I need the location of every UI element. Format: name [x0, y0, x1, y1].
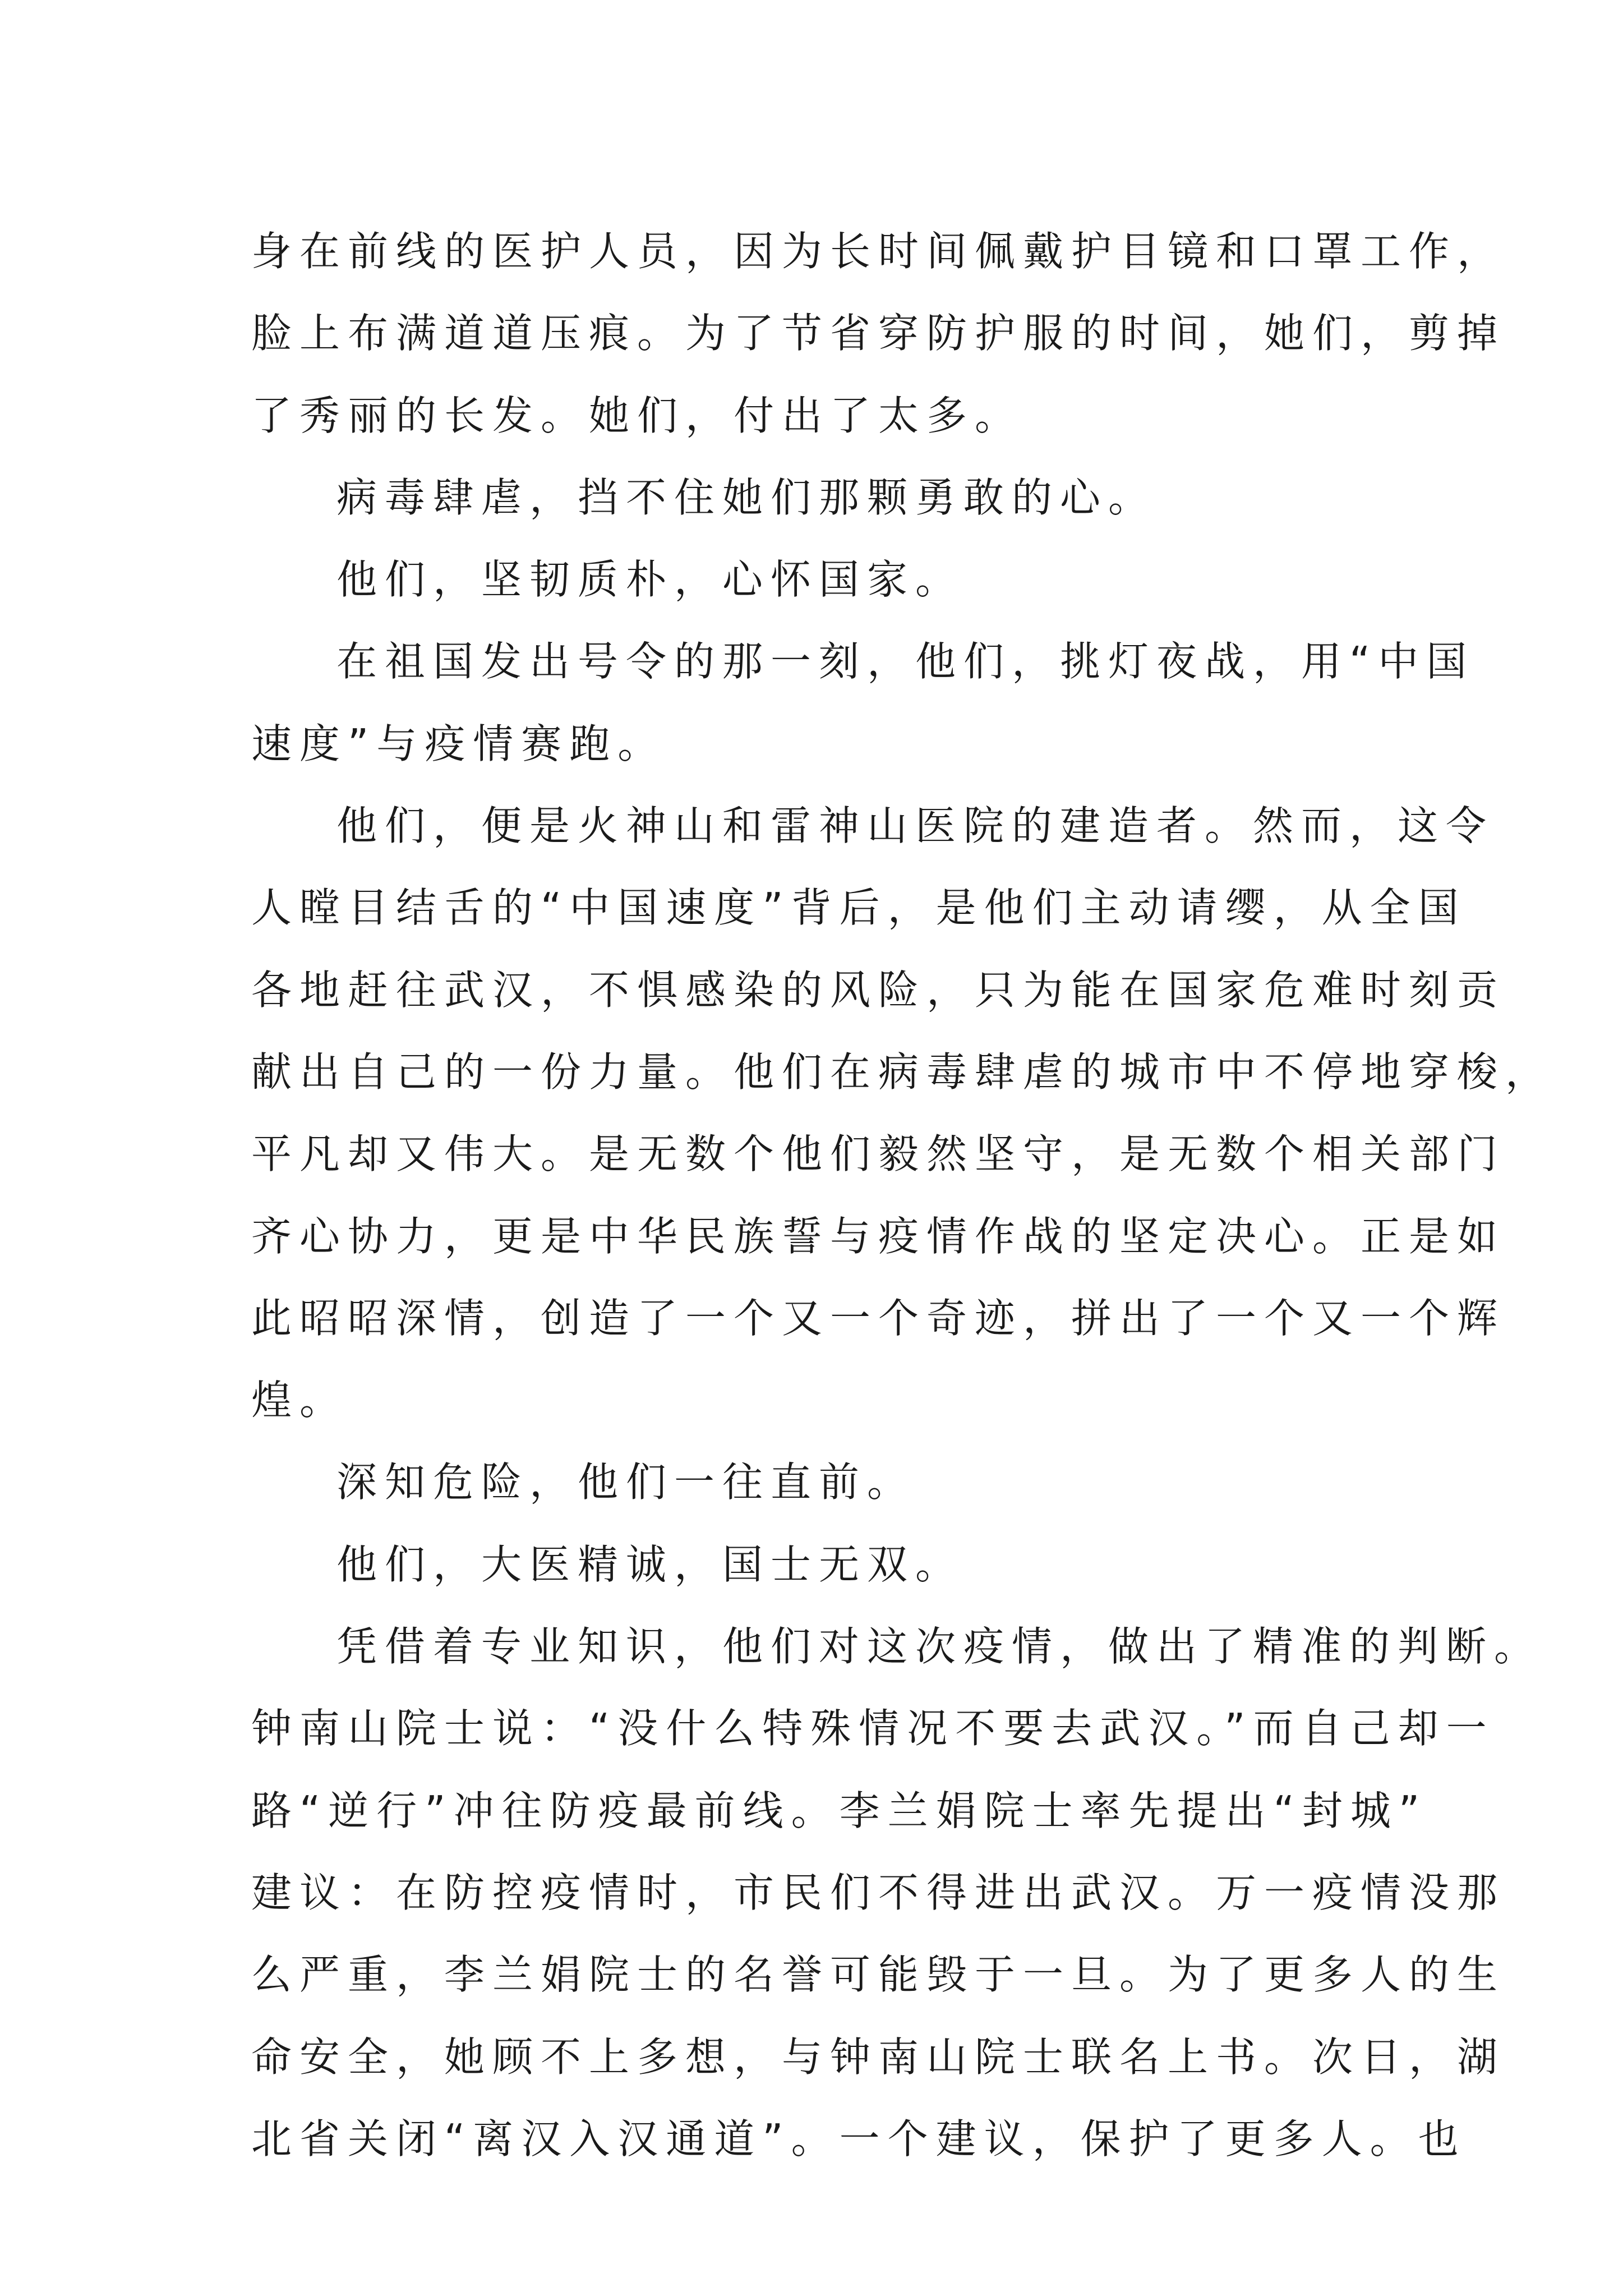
text-line: 献出自己的一份力量。他们在病毒肆虐的城市中不停地穿梭， — [251, 1048, 1554, 1096]
text-line: 齐心协力，更是中华民族誓与疫情作战的坚定决心。正是如 — [251, 1212, 1506, 1260]
text-line: 在祖国发出号令的那一刻，他们，挑灯夜战，用“中国 — [336, 638, 1475, 685]
text-line: 深知危险，他们一往直前。 — [336, 1458, 916, 1506]
text-line: 凭借着专业知识，他们对这次疫情，做出了精准的判断。 — [336, 1623, 1543, 1671]
text-line: 此昭昭深情，创造了一个又一个奇迹，拼出了一个又一个辉 — [251, 1294, 1506, 1342]
text-line: 身在前线的医护人员，因为长时间佩戴护目镜和口罩工作， — [251, 228, 1506, 275]
text-line: 路“逆行”冲往防疫最前线。李兰娟院士率先提出“封城” — [251, 1787, 1428, 1834]
body-text — [251, 210, 1554, 2180]
text-line: 速度”与疫情赛跑。 — [251, 720, 666, 767]
text-line: 人瞠目结舌的“中国速度”背后，是他们主动请缨，从全国 — [251, 884, 1467, 932]
text-line: 钟南山院士说：“没什么特殊情况不要去武汉。”而自己却一 — [251, 1705, 1495, 1752]
text-line: 了秀丽的长发。她们，付出了太多。 — [251, 392, 1023, 439]
text-line: 命安全，她顾不上多想，与钟南山院士联名上书。次日，湖 — [251, 2033, 1506, 2081]
text-line: 建议：在防控疫情时，市民们不得进出武汉。万一疫情没那 — [251, 1869, 1506, 1916]
text-line: 各地赶往武汉，不惧感染的风险，只为能在国家危难时刻贡 — [251, 966, 1506, 1014]
text-line: 病毒肆虐，挡不住她们那颗勇敢的心。 — [336, 473, 1157, 521]
text-line: 煌。 — [251, 1377, 348, 1424]
text-line: 北省关闭“离汉入汉通道”。一个建议，保护了更多人。也 — [251, 2115, 1467, 2162]
text-line: 平凡却又伟大。是无数个他们毅然坚守，是无数个相关部门 — [251, 1130, 1506, 1178]
text-line: 脸上布满道道压痕。为了节省穿防护服的时间，她们，剪掉 — [251, 310, 1506, 357]
text-line: 他们，坚韧质朴，心怀国家。 — [336, 556, 964, 604]
text-line: 他们，便是火神山和雷神山医院的建造者。然而，这令 — [336, 802, 1495, 850]
text-line: 么严重，李兰娟院士的名誉可能毁于一旦。为了更多人的生 — [251, 1951, 1506, 1999]
text-line: 他们，大医精诚，国士无双。 — [336, 1540, 964, 1588]
